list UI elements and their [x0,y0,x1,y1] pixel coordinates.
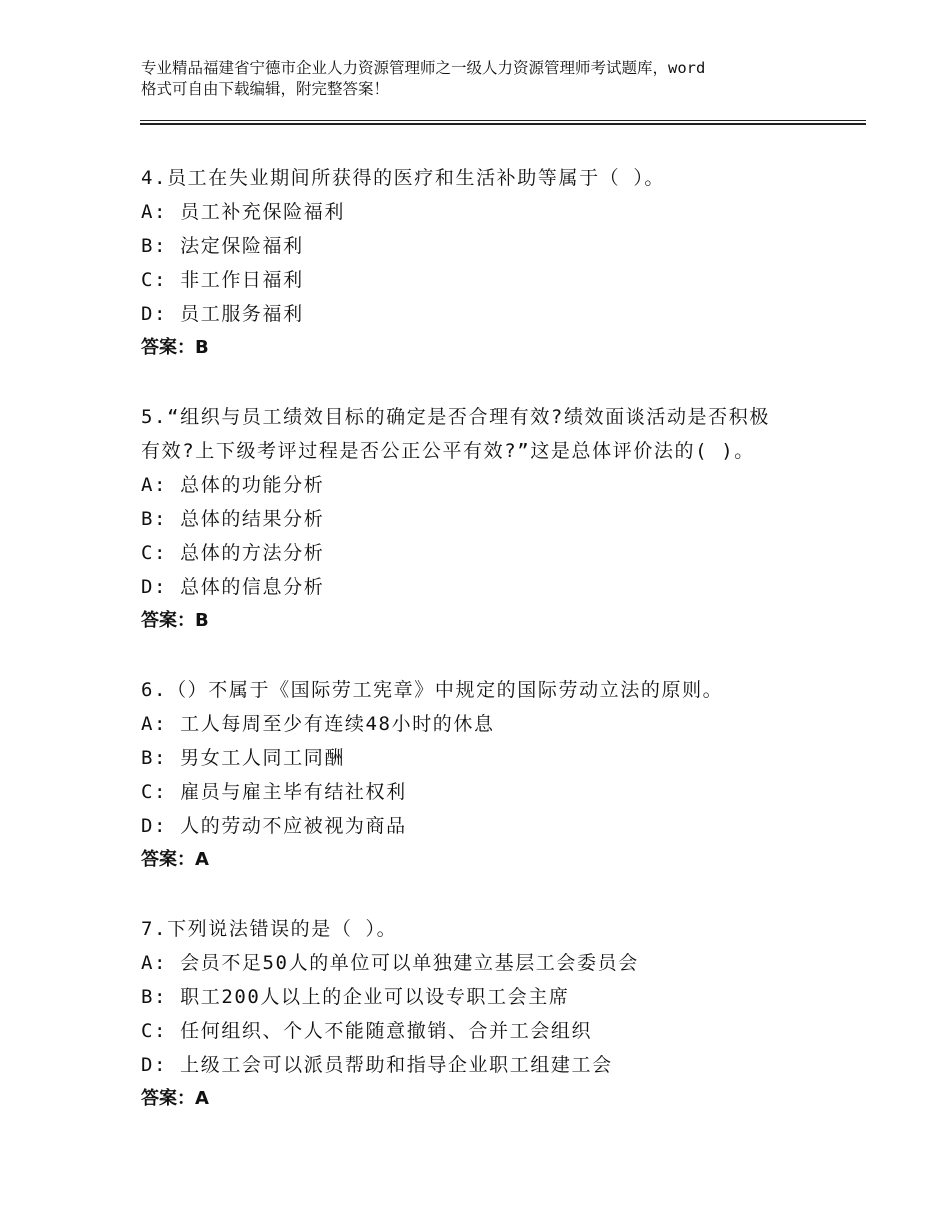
option-b: B: 职工200人以上的企业可以设专职工会主席 [141,986,570,1008]
answer-label: 答案：A [141,849,209,870]
header-divider-top [140,120,866,121]
question-7 [141,912,841,1116]
answer-label: 答案：B [141,337,209,358]
question-stem: 4.员工在失业期间所获得的医疗和生活补助等属于（ ）。 [141,167,666,189]
option-a: A: 总体的功能分析 [141,474,325,496]
option-b: B: 法定保险福利 [141,235,304,257]
option-d: D: 员工服务福利 [141,303,304,325]
option-c: C: 非工作日福利 [141,269,304,291]
answer-label: 答案：B [141,610,209,631]
question-4 [141,161,841,365]
option-d: D: 上级工会可以派员帮助和指导企业职工组建工会 [141,1054,613,1076]
option-a: A: 会员不足50人的单位可以单独建立基层工会委员会 [141,952,639,974]
question-stem-line-2: 有效?上下级考评过程是否公正公平有效?”这是总体评价法的( )。 [141,440,755,462]
option-d: D: 总体的信息分析 [141,576,325,598]
option-d: D: 人的劳动不应被视为商品 [141,815,407,837]
answer-label: 答案：A [141,1088,209,1109]
header-line-1: 专业精品福建省宁德市企业人力资源管理师之一级人力资源管理师考试题库，word [141,59,706,77]
question-stem-line-1: 5.“组织与员工绩效目标的确定是否合理有效?绩效面谈活动是否积极 [141,406,770,428]
option-b: B: 总体的结果分析 [141,508,325,530]
option-a: A: 工人每周至少有连续48小时的休息 [141,713,495,735]
header-line-2: 格式可自由下载编辑，附完整答案！ [141,80,390,98]
question-5 [141,400,841,638]
option-b: B: 男女工人同工同酬 [141,747,345,769]
document-header [141,58,841,100]
option-a: A: 员工补充保险福利 [141,201,345,223]
question-6 [141,673,841,877]
question-stem: 6.（）不属于《国际劳工宪章》中规定的国际劳动立法的原则。 [141,679,724,701]
option-c: C: 任何组织、个人不能随意撤销、合并工会组织 [141,1020,593,1042]
option-c: C: 总体的方法分析 [141,542,325,564]
header-divider-bottom [140,123,866,125]
option-c: C: 雇员与雇主毕有结社权利 [141,781,407,803]
question-stem: 7.下列说法错误的是（ ）。 [141,918,398,940]
